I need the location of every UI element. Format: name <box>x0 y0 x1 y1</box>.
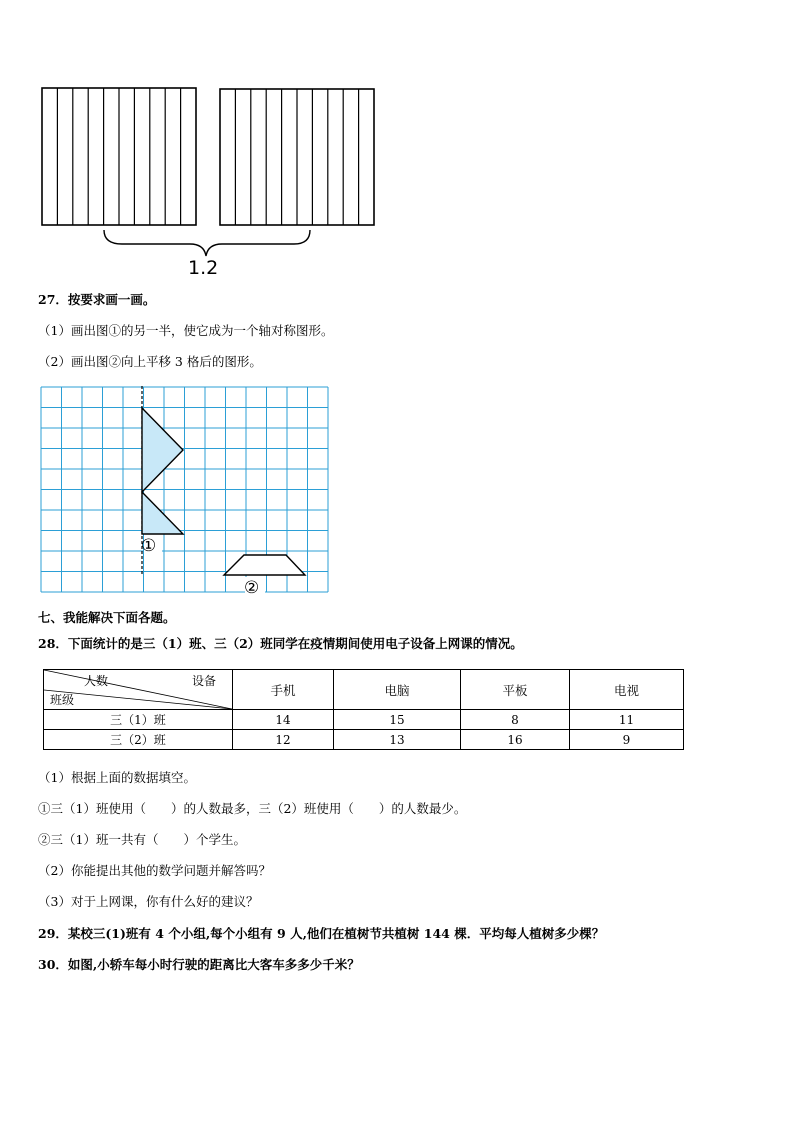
shape-2-label: ② <box>244 578 260 598</box>
header-device: 电脑 <box>334 670 461 710</box>
row-class: 三（1）班 <box>44 710 233 730</box>
q30-text: 30．如图,小轿车每小时行驶的距离比大客车多多少千米？ <box>38 957 360 972</box>
table-cell: 16 <box>461 730 570 750</box>
table-cell: 13 <box>334 730 461 750</box>
table-row <box>44 710 684 730</box>
q28-sub1b: ②三（1）班一共有（ ）个学生。 <box>38 832 246 847</box>
figure-total-label: 1.2 <box>188 257 219 279</box>
q28-sub1: （1）根据上面的数据填空。 <box>38 770 196 785</box>
header-device: 手机 <box>233 670 334 710</box>
device-usage-table <box>43 669 684 750</box>
section-7-title: 七、我能解决下面各题。 <box>38 610 176 625</box>
table-cell: 9 <box>570 730 684 750</box>
decimal-strip-figure <box>38 84 383 284</box>
shape-2 <box>224 555 305 575</box>
row-class: 三（2）班 <box>44 730 233 750</box>
corner-device-label: 设备 <box>192 674 217 688</box>
q27-part2: （2）画出图②向上平移 3 格后的图形。 <box>38 354 262 369</box>
shape-1-label: ① <box>141 536 157 556</box>
brace <box>104 230 310 256</box>
table-corner-cell <box>44 670 233 710</box>
shape-1 <box>142 408 183 534</box>
q28-sub2: （2）你能提出其他的数学问题并解答吗？ <box>38 863 271 878</box>
q27-title: 27．按要求画一画。 <box>38 292 156 307</box>
q28-sub1a: ①三（1）班使用（ ）的人数最多，三（2）班使用（ ）的人数最少。 <box>38 801 467 816</box>
table-cell: 12 <box>233 730 334 750</box>
header-device: 平板 <box>461 670 570 710</box>
q28-title: 28．下面统计的是三（1）班、三（2）班同学在疫情期间使用电子设备上网课的情况。 <box>38 636 523 651</box>
table-cell: 8 <box>461 710 570 730</box>
table-row <box>44 730 684 750</box>
table-cell: 11 <box>570 710 684 730</box>
table-cell: 14 <box>233 710 334 730</box>
table-cell: 15 <box>334 710 461 730</box>
header-device: 电视 <box>570 670 684 710</box>
q27-part1: （1）画出图①的另一半，使它成为一个轴对称图形。 <box>38 323 334 338</box>
corner-class-label: 班级 <box>50 693 75 707</box>
corner-people-label: 人数 <box>84 674 109 688</box>
q29-text: 29．某校三(1)班有 4 个小组,每个小组有 9 人,他们在植树节共植树 144 棵．平均每人植树多少棵？ <box>38 926 605 941</box>
q28-sub3: （3）对于上网课，你有什么好的建议？ <box>38 894 259 909</box>
grid-figure <box>40 386 330 598</box>
